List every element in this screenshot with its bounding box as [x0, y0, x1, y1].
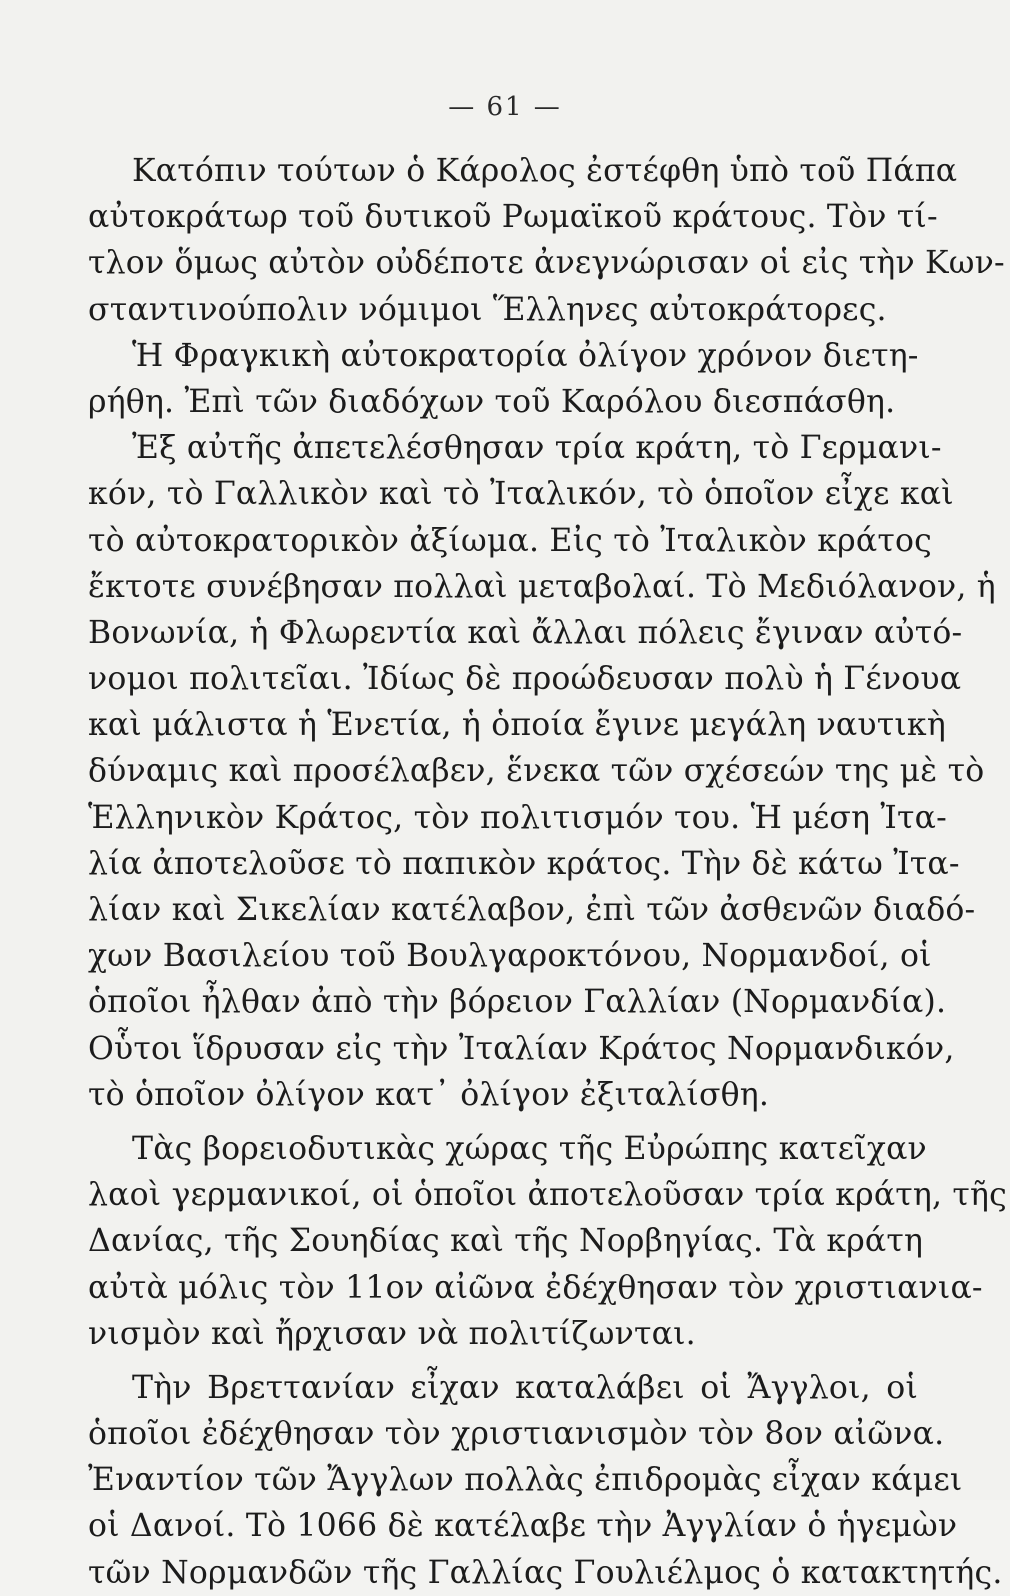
- text-line: Ἐναντίον τῶν Ἄγγλων πολλὰς ἐπιδρομὰς εἶχαν κάμει: [88, 1462, 963, 1499]
- text-line: Τὴν Βρεττανίαν εἶχαν καταλάβει οἱ Ἄγγλοι, οἱ: [132, 1369, 918, 1406]
- text-line: νισμὸν καὶ ἤρχισαν νὰ πολιτίζωνται.: [88, 1315, 696, 1352]
- paragraph-1: [88, 148, 1005, 1118]
- text-line: αὐτὰ μόλις τὸν 11ον αἰῶνα ἐδέχθησαν τὸν χριστιανια-: [88, 1269, 983, 1306]
- text-line: Βονωνία, ἡ Φλωρεντία καὶ ἄλλαι πόλεις ἔγιναν αὐτό-: [88, 614, 963, 651]
- page-number: — 61 —: [448, 92, 562, 122]
- text-line: λίαν καὶ Σικελίαν κατέλαβον, ἐπὶ τῶν ἀσθενῶν διαδό-: [88, 892, 976, 928]
- text-line: τὸ αὐτοκρατορικὸν ἀξίωμα. Εἰς τὸ Ἰταλικὸν κράτος: [88, 522, 932, 559]
- paragraph-3: [88, 1365, 1003, 1596]
- paragraph-2: [88, 1126, 1007, 1357]
- text-line: Οὗτοι ἵδρυσαν εἰς τὴν Ἰταλίαν Κράτος Νορμανδικόν,: [88, 1030, 955, 1067]
- text-line: λία ἀποτελοῦσε τὸ παπικὸν κράτος. Τὴν δὲ κάτω Ἰτα-: [88, 845, 960, 882]
- text-line: καὶ μάλιστα ἡ Ἑνετία, ἡ ὁποία ἔγινε μεγάλη ναυτικὴ: [88, 707, 946, 744]
- text-line: αὐτοκράτωρ τοῦ δυτικοῦ Ρωμαϊκοῦ κράτους. Τὸν τί-: [88, 199, 938, 236]
- text-line: Ἑλληνικὸν Κράτος, τὸν πολιτισμόν του. Ἡ μέση Ἰτα-: [88, 799, 947, 836]
- text-line: ὁποῖοι ἦλθαν ἀπὸ τὴν βόρειον Γαλλίαν (Νορμανδία).: [88, 984, 947, 1021]
- text-line: ἔκτοτε συνέβησαν πολλαὶ μεταβολαί. Τὸ Μεδιόλανον, ἡ: [88, 568, 996, 605]
- text-line: λαοὶ γερμανικοί, οἱ ὁποῖοι ἀποτελοῦσαν τρία κράτη, τῆς: [88, 1177, 1007, 1214]
- text-line: χων Βασιλείου τοῦ Βουλγαροκτόνου, Νορμανδοί, οἱ: [88, 938, 932, 975]
- text-line: δύναμις καὶ προσέλαβεν, ἕνεκα τῶν σχέσεών της μὲ τὸ: [88, 753, 985, 790]
- text-line: τλον ὅμως αὐτὸν οὐδέποτε ἀνεγνώρισαν οἱ εἰς τὴν Κων-: [88, 245, 1005, 282]
- text-line: οἱ Δανοί. Τὸ 1066 δὲ κατέλαβε τὴν Ἀγγλίαν ὁ ἡγεμὼν: [88, 1508, 958, 1545]
- text-line: Ἐξ αὐτῆς ἀπετελέσθησαν τρία κράτη, τὸ Γερμανι-: [132, 430, 942, 467]
- text-line: ὁποῖοι ἐδέχθησαν τὸν χριστιανισμὸν τὸν 8ον αἰῶνα.: [88, 1416, 945, 1453]
- body-text: [88, 148, 1007, 1596]
- text-line: Ἡ Φραγκικὴ αὐτοκρατορία ὀλίγον χρόνον διετη-: [132, 337, 919, 374]
- text-line: κόν, τὸ Γαλλικὸν καὶ τὸ Ἰταλικόν, τὸ ὁποῖον εἶχε καὶ: [88, 476, 954, 513]
- text-line: τὸ ὁποῖον ὀλίγον κατ᾽ ὀλίγον ἐξιταλίσθη.: [88, 1076, 770, 1113]
- text-line: ρήθη. Ἐπὶ τῶν διαδόχων τοῦ Καρόλου διεσπάσθη.: [88, 383, 896, 420]
- text-line: σταντινούπολιν νόμιμοι Ἕλληνες αὐτοκράτορες.: [88, 291, 887, 328]
- text-line: τῶν Νορμανδῶν τῆς Γαλλίας Γουλιέλμος ὁ κατακτητής.: [88, 1554, 1003, 1591]
- text-line: νομοι πολιτεῖαι. Ἰδίως δὲ προώδευσαν πολὺ ἡ Γένουα: [88, 661, 962, 698]
- text-line: Κατόπιν τούτων ὁ Κάρολος ἐστέφθη ὑπὸ τοῦ Πάπα: [132, 153, 958, 189]
- text-line: Τὰς βορειοδυτικὰς χώρας τῆς Εὐρώπης κατεῖχαν: [132, 1130, 927, 1167]
- text-line: Δανίας, τῆς Σουηδίας καὶ τῆς Νορβηγίας. Τὰ κράτη: [88, 1223, 924, 1260]
